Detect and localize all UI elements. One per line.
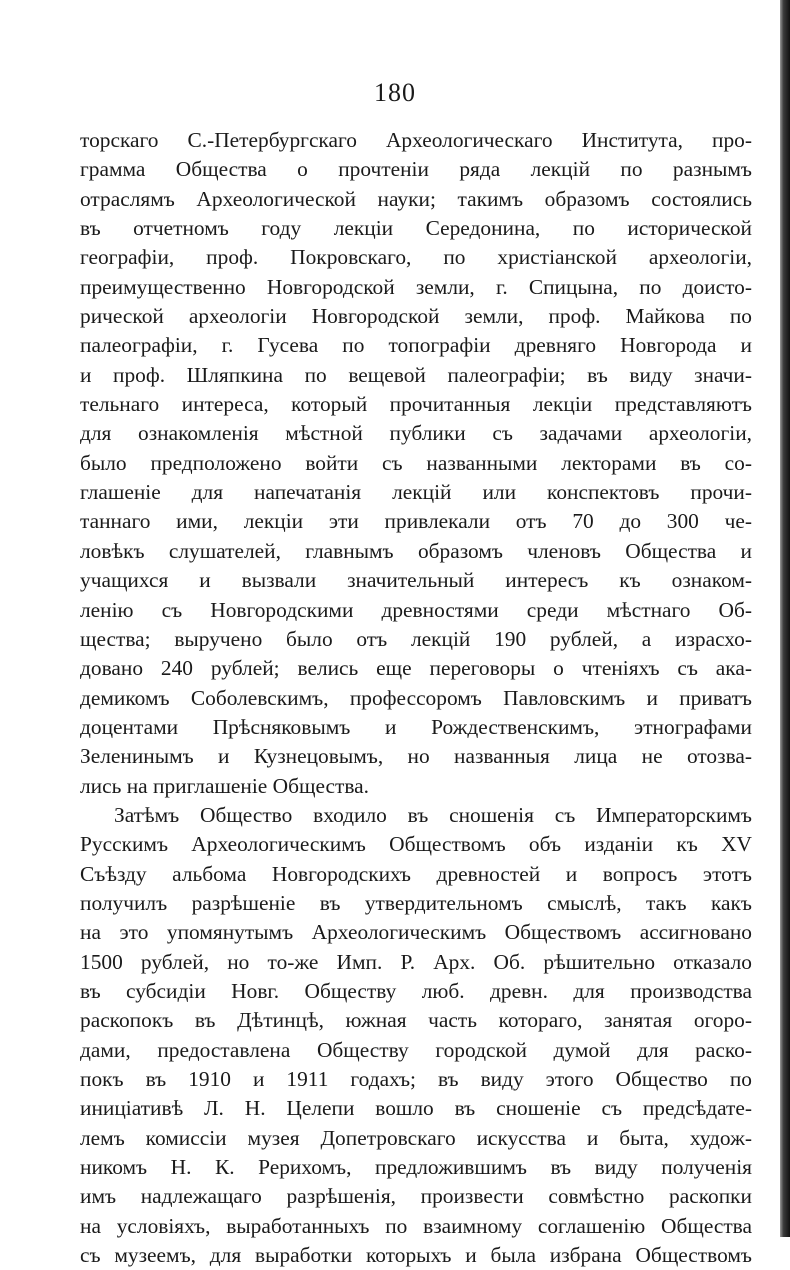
body-text [80,126,752,1270]
text-line: покъ въ 1910 и 1911 годахъ; въ виду этого Общество по [80,1067,752,1091]
text-line: рической археологіи Новгородской земли, проф. Майкова по [80,304,752,329]
text-line: тельнаго интереса, который прочитанныя лекціи представляютъ [80,392,752,417]
text-line: Съѣзду альбома Новгородскихъ древностей и вопросъ этотъ [80,861,752,886]
text-line: 1500 рублей, но то-же Имп. Р. Арх. Об. рѣшительно отказало [80,949,752,974]
text-line: демикомъ Соболевскимъ, профессоромъ Павловскимъ и приватъ [80,685,752,710]
text-line: съ музеемъ, для выработки которыхъ и была избрана Обществомъ [80,1243,752,1268]
text-line: Русскимъ Археологическимъ Обществомъ объ изданіи къ XV [80,832,752,857]
text-line: отраслямъ Археологической науки; такимъ образомъ состоялись [80,186,752,211]
text-line: получилъ разрѣшеніе въ утвердительномъ смыслѣ, такъ какъ [80,890,752,915]
text-line: учащихся и вызвали значительный интересъ къ ознаком- [80,568,752,593]
text-line: лемъ комиссіи музея Допетровскаго искусства и быта, худож- [80,1125,752,1150]
text-line: таннаго ими, лекціи эти привлекали отъ 70 до 300 че- [80,509,752,534]
text-line: въ отчетномъ году лекціи Середонина, по исторической [80,216,752,241]
text-line: Зеленинымъ и Кузнецовымъ, но названныя лица не отозва- [80,744,752,769]
text-line: на условіяхъ, выработанныхъ по взаимному соглашенію Общества [80,1213,752,1238]
text-line: для ознакомленія мѣстной публики съ задачами археологіи, [80,421,752,446]
page-number: 180 [374,78,416,107]
text-line: географіи, проф. Покровскаго, по христіанской археологіи, [80,245,752,270]
scan-dark-edge [780,0,790,1237]
text-line: ловѣкъ слушателей, главнымъ образомъ членовъ Общества и [80,538,752,563]
text-line: доцентами Прѣсняковымъ и Рождественскимъ, этнографами [80,714,752,739]
text-line: торскаго С.-Петербургскаго Археологическаго Института, про- [80,128,752,152]
text-line: ленію съ Новгородскими древностями среди мѣстнаго Об- [80,597,752,622]
text-line: иниціативѣ Л. Н. Целепи вошло въ сношеніе съ предсѣдате- [80,1096,752,1121]
text-line: раскопокъ въ Дѣтинцѣ, южная часть котораго, занятая огоро- [80,1008,752,1033]
text-line: въ субсидіи Новг. Обществу люб. древн. для производства [80,978,752,1003]
text-line: на это упомянутымъ Археологическимъ Обществомъ ассигновано [80,920,752,945]
text-line: довано 240 рублей; велись еще переговоры о чтеніяхъ съ ака- [80,656,752,681]
text-line-paragraph-end: лись на приглашеніе Общества. [80,773,369,798]
text-line: глашеніе для напечатанія лекцій или конспектовъ прочи- [80,480,752,505]
text-line: и проф. Шляпкина по вещевой палеографіи; въ виду значи- [80,362,752,387]
text-line-paragraph-start: Затѣмъ Общество входило въ сношенія съ Императорскимъ [114,802,752,827]
text-line: было предположено войти съ названными лекторами въ со- [80,450,752,475]
text-line: палеографіи, г. Гусева по топографіи древняго Новгорода и [80,333,752,358]
text-line: грамма Общества о прочтеніи ряда лекцій по разнымъ [80,157,752,182]
text-line: преимущественно Новгородской земли, г. Спицына, по доисто- [80,274,752,299]
text-line: имъ надлежащаго разрѣшенія, произвести совмѣстно раскопки [80,1184,752,1209]
text-line: никомъ Н. К. Рерихомъ, предложившимъ въ виду полученія [80,1155,752,1180]
text-line: дами, предоставлена Обществу городской думой для раско- [80,1037,752,1062]
text-line: щества; выручено было отъ лекцій 190 рублей, а израсхо- [80,626,752,651]
